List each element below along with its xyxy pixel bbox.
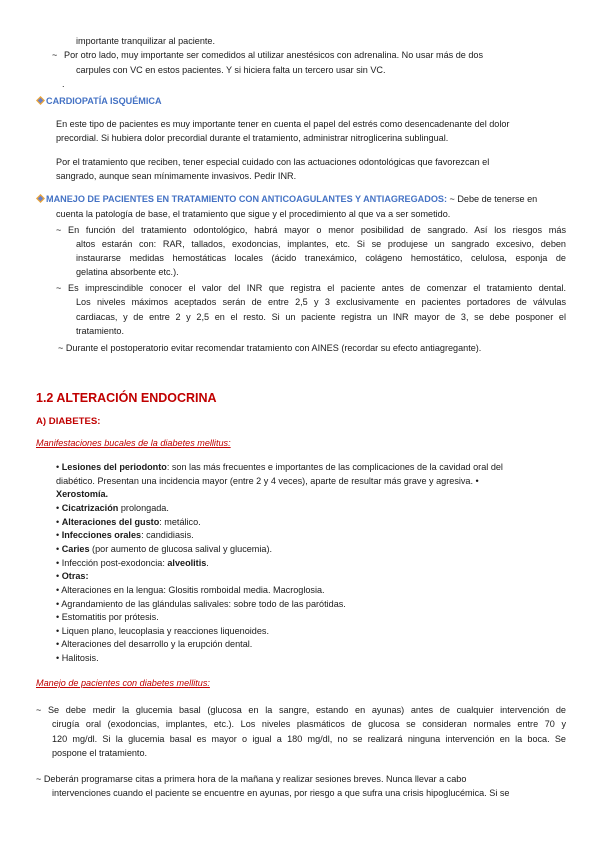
tilde-bullet: ~ — [56, 283, 62, 293]
list-item: • Otras: — [56, 571, 89, 581]
text-line: En este tipo de pacientes es muy importante tener en cuenta el papel del estrés como desencadenante del dolor — [56, 119, 510, 129]
text-line: tratamiento. — [76, 326, 125, 336]
text-line: Los niveles máximos aceptados serán de entre 2,5 y 3 exclusivamente en pacientes portadores de válvulas — [76, 297, 566, 307]
text-line: cirugía oral (exodoncias, implantes, etc.). Los niveles plasmáticos de glucosa se consideran normales entre 70 y — [52, 719, 566, 729]
list-item: Xerostomía. — [56, 489, 109, 499]
bullet: • — [56, 599, 60, 609]
list-item: diabético. Presentan una incidencia mayor (entre 2 y 4 veces), aparte de resultar más grave y agresiva. • — [56, 476, 479, 486]
list-item: • Estomatitis por prótesis. — [56, 612, 159, 622]
bullet: • — [56, 653, 60, 663]
list-item: • Halitosis. — [56, 653, 99, 663]
section-title-text: MANEJO DE PACIENTES EN TRATAMIENTO CON ANTICOAGULANTES Y ANTIAGREGADOS: — [46, 194, 447, 204]
section-title-cardiopatia — [36, 95, 162, 107]
text-line: importante tranquilizar al paciente. — [76, 36, 216, 46]
text-line: intervenciones cuando el paciente se encuentre en ayunas, por riesgo a que sufra una crisis hipoglucémica. Si se — [52, 788, 510, 798]
subsection-heading: A) DIABETES: — [36, 416, 101, 427]
diamond-bullet-icon — [36, 96, 45, 105]
list-item: • Caries (por aumento de glucosa salival y glucemia). — [56, 544, 273, 554]
text-line: altos estarán con: RAR, tallados, exodoncias, implantes, etc. Si se produjese un sangrado excesivo, deben — [76, 239, 566, 249]
stray-dot: . — [62, 79, 65, 89]
text-line: precordial. Si hubiera dolor precordial durante el tratamiento, administrar nitroglicerina sublingual. — [56, 133, 449, 143]
section-heading: 1.2 ALTERACIÓN ENDOCRINA — [36, 391, 217, 405]
list-item: • Infecciones orales: candidiasis. — [56, 530, 194, 540]
section-title-tail: ~ Debe de tenerse en — [449, 194, 538, 204]
text-line: cuenta la patología de base, el tratamiento que sigue y el procedimiento al que va a ser sometido. — [56, 209, 451, 219]
text-line: En función del tratamiento odontológico, habrá mayor o menor posibilidad de sangrado. Así los riesgos más — [68, 225, 566, 235]
list-item: • Alteraciones del gusto: metálico. — [56, 517, 201, 527]
bullet: • — [56, 612, 60, 622]
text-line: pospone el tratamiento. — [52, 748, 148, 758]
text-line: Es imprescindible conocer el valor del INR que registra el paciente antes de comenzar el tratamiento dental. — [68, 283, 566, 293]
list-item: • Liquen plano, leucoplasia y reacciones liquenoides. — [56, 626, 269, 636]
bullet: • — [56, 558, 60, 568]
text-line: ~ Deberán programarse citas a primera hora de la mañana y realizar sesiones breves. Nunca llevar a cabo — [36, 774, 467, 784]
list-item: • Alteraciones del desarrollo y la erupción dental. — [56, 639, 253, 649]
text-line: 120 mg/dl. Si la glucemia basal es mayor o igual a 180 mg/dl, no se realizará ninguna intervención en la boca. Se — [52, 734, 566, 744]
text-line: ~ Se debe medir la glucemia basal (glucosa en la sangre, estando en ayunas) antes de cualquier intervención de — [36, 705, 566, 715]
bullet: • — [56, 544, 60, 554]
text-line: Por el tratamiento que reciben, tener especial cuidado con las actuaciones odontológicas que favorezcan el — [56, 157, 490, 167]
list-item: • Agrandamiento de las glándulas salivales: sobre todo de las parótidas. — [56, 599, 346, 609]
bullet: • — [56, 503, 60, 513]
list-item: • Infección post-exodoncia: alveolitis. — [56, 558, 209, 568]
bullet: • — [56, 626, 60, 636]
section-title-anticoag — [36, 193, 537, 205]
text-line: carpules con VC en estos pacientes. Y si hiciera falta un tercero usar sin VC. — [76, 65, 386, 75]
subsection-title: Manifestaciones bucales de la diabetes mellitus: — [36, 438, 231, 448]
bullet: • — [56, 517, 60, 527]
bullet: • — [56, 571, 60, 581]
text-line: cardiacas, y de entre 2 y 2,5 en el resto. Si un paciente registra un INR mayor de 3, se debe posponer el — [76, 312, 566, 322]
list-item: • Cicatrización prolongada. — [56, 503, 169, 513]
text-line: instaurarse medidas hemostáticas locales (ácido tranexámico, colágeno hemostático, celulosa, esponja de — [76, 253, 566, 263]
section-title-text: CARDIOPATÍA ISQUÉMICA — [46, 96, 162, 106]
bullet: • — [475, 476, 479, 486]
subsection-title: Manejo de pacientes con diabetes mellitus: — [36, 678, 210, 688]
bullet: • — [56, 462, 60, 472]
list-item: • Alteraciones en la lengua: Glositis romboidal media. Macroglosia. — [56, 585, 325, 595]
text-line: gelatina absorbente etc.). — [76, 267, 179, 277]
bullet: • — [56, 585, 60, 595]
bullet: • — [56, 639, 60, 649]
list-item: • Lesiones del periodonto: son las más frecuentes e importantes de las complicaciones de la cavidad oral del — [56, 462, 503, 472]
text-line: Por otro lado, muy importante ser comedidos al utilizar anestésicos con adrenalina. No usar más de dos — [64, 50, 484, 60]
tilde-bullet: ~ — [52, 50, 58, 60]
bullet: • — [56, 530, 60, 540]
text-line: ~ Durante el postoperatorio evitar recomendar tratamiento con AINES (recordar su efecto antiagregante). — [58, 343, 482, 353]
tilde-bullet: ~ — [56, 225, 62, 235]
diamond-bullet-icon — [36, 194, 45, 203]
text-line: sangrado, aunque sean mínimamente invasivos. Pedir INR. — [56, 171, 297, 181]
